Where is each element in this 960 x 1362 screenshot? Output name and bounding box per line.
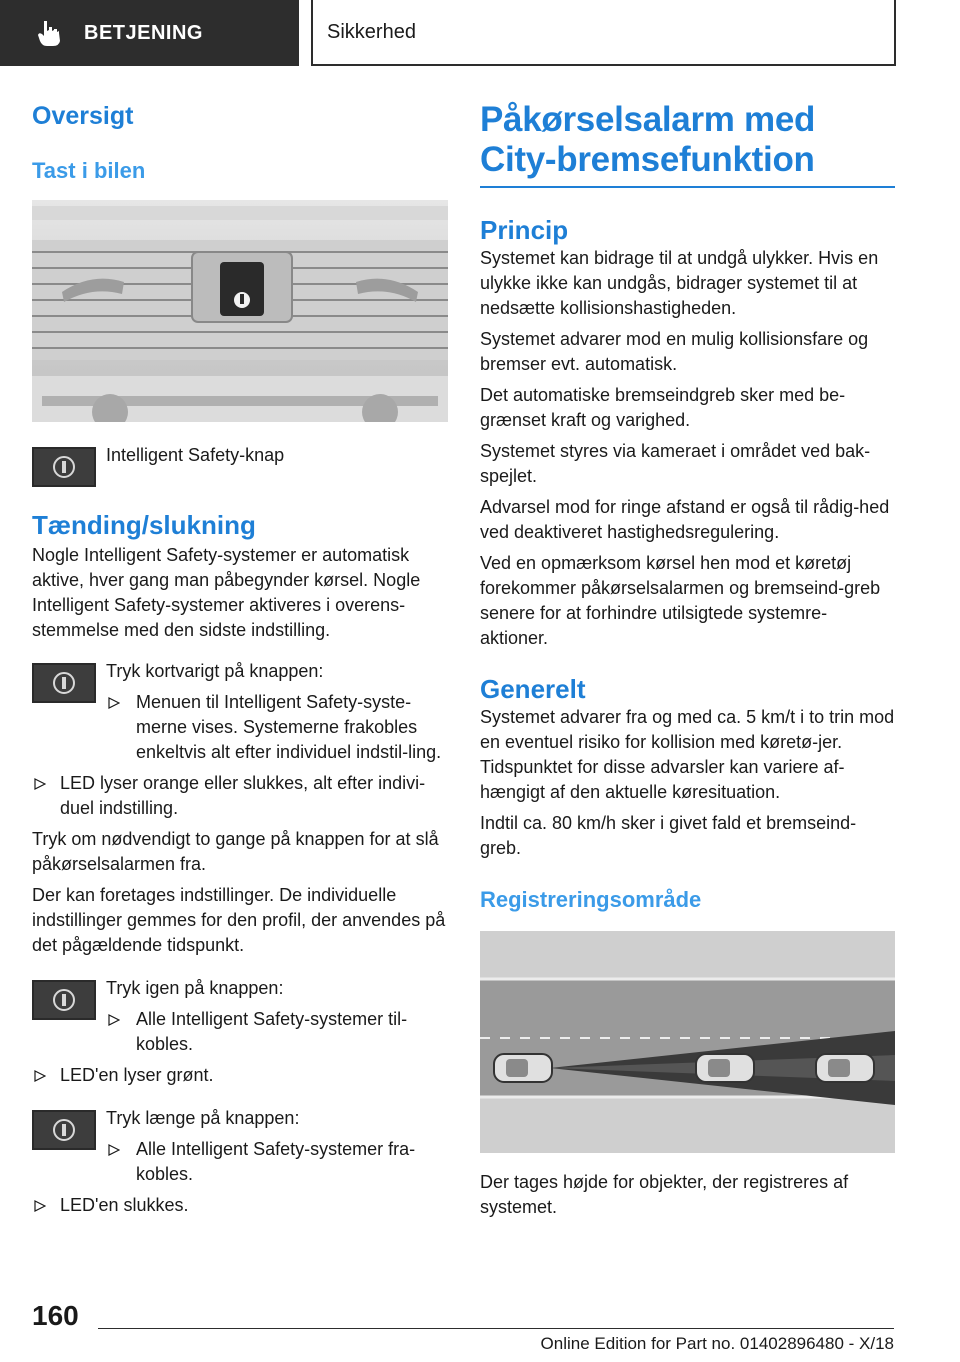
- intelligent-safety-button-icon: [32, 980, 96, 1020]
- car-icon: [696, 1054, 754, 1082]
- long-press-text: Tryk længe på knappen:: [106, 1108, 300, 1128]
- header-topic-tab: [311, 0, 896, 66]
- short-bullet-2: LED lyser orange eller slukkes, alt efter indivi-duel indstilling.: [60, 773, 426, 818]
- topic-title: Sikkerhed: [327, 20, 416, 43]
- principle-paragraph: Advarsel mod for ringe afstand er også til rådig-hed ved deaktiveret hastighedsregulering.: [480, 497, 890, 542]
- list-item: [106, 1137, 448, 1187]
- intelligent-safety-button-icon: [32, 663, 96, 703]
- triangle-bullet-icon: [108, 697, 120, 709]
- header-section-tab: [0, 0, 299, 66]
- dashboard-button-photo: [32, 200, 448, 422]
- page-title: Påkørselsalarm med City-bremsefunktion: [480, 100, 816, 179]
- general-paragraph: Indtil ca. 80 km/h sker i givet fald et bremseind-greb.: [480, 813, 857, 858]
- detection-area-illustration: [480, 931, 895, 1153]
- title-divider: [480, 186, 895, 188]
- edition-footer: Online Edition for Part no. 01402896480 - X/18: [540, 1334, 894, 1353]
- triangle-bullet-icon: [108, 1014, 120, 1026]
- onoff-intro: Nogle Intelligent Safety-systemer er automatisk aktive, hver gang man påbegynder kørsel. Nogle Intelligent Safety-systemer aktiveres i overens-stemmelse med den sidste indstilling.: [32, 545, 421, 640]
- list-item: [106, 690, 448, 765]
- car-icon: [816, 1054, 874, 1082]
- twice-text: Tryk om nødvendigt to gange på knappen for at slå påkørselsalarmen fra.: [32, 829, 439, 874]
- triangle-bullet-icon: [108, 1144, 120, 1156]
- principle-paragraph: Systemet kan bidrage til at undgå ulykker. Hvis en ulykke ikke kan undgås, bidrager systemet til at nedsætte kollisionshastigheden.: [480, 248, 879, 318]
- long-bullet-2: LED'en slukkes.: [60, 1195, 189, 1215]
- hand-icon: [36, 19, 62, 47]
- short-press-row: [32, 659, 448, 765]
- detection-heading: Registreringsområde: [480, 887, 702, 912]
- list-item: [32, 1193, 448, 1218]
- again-press-text: Tryk igen på knappen:: [106, 978, 284, 998]
- principle-paragraph: Systemet styres via kameraet i området ved bak-spejlet.: [480, 441, 871, 486]
- right-column: [480, 100, 895, 1220]
- principle-paragraph: Det automatiske bremseindgreb sker med be-grænset kraft og varighed.: [480, 385, 846, 430]
- triangle-bullet-icon: [34, 1070, 46, 1082]
- detection-caption: Der tages højde for objekter, der registreres af systemet.: [480, 1172, 849, 1217]
- footer-divider: [98, 1328, 894, 1329]
- triangle-bullet-icon: [34, 1200, 46, 1212]
- intelligent-safety-button-icon: [32, 447, 96, 487]
- short-press-text: Tryk kortvarigt på knappen:: [106, 661, 324, 681]
- long-bullet-1: Alle Intelligent Safety-systemer fra-kobles.: [136, 1139, 416, 1184]
- general-heading: Generelt: [480, 674, 586, 704]
- list-item: [32, 1063, 448, 1088]
- icon-caption-row: [32, 443, 448, 487]
- list-item: [106, 1007, 448, 1057]
- settings-text: Der kan foretages indstillinger. De individuelle indstillinger gemmes for den profil, der anvendes på det pågældende tidspunkt.: [32, 885, 446, 955]
- principle-heading: Princip: [480, 215, 569, 245]
- general-paragraph: Systemet advarer fra og med ca. 5 km/t i to trin mod en eventuel risiko for kollision med køretø-jer. Tidspunktet for disse advarsler kan variere af-hængigt af den aktuelle køresituation.: [480, 707, 895, 802]
- principle-paragraph: Ved en opmærksom kørsel hen mod et køretøj forekommer påkørselsalarmen og bremseind-greb senere for at forhindre utilsigtede systemre-aktioner.: [480, 553, 881, 648]
- again-bullet-1: Alle Intelligent Safety-systemer til-kobles.: [136, 1009, 408, 1054]
- section-title: BETJENING: [84, 21, 203, 44]
- intelligent-safety-button-icon: [32, 1110, 96, 1150]
- button-heading: Tast i bilen: [32, 158, 146, 183]
- list-item: [32, 771, 448, 821]
- left-column: [32, 100, 448, 1218]
- page-number: 160: [32, 1300, 79, 1331]
- long-press-row: [32, 1106, 448, 1187]
- onoff-heading: Tænding/slukning: [32, 510, 256, 540]
- principle-paragraph: Systemet advarer mod en mulig kollisionsfare og bremser evt. automatisk.: [480, 329, 869, 374]
- triangle-bullet-icon: [34, 778, 46, 790]
- overview-heading: Oversigt: [32, 102, 134, 130]
- short-bullet-1: Menuen til Intelligent Safety-syste-merne vises. Systemerne frakobles enkeltvis alt efter individuel indstil-ling.: [136, 692, 442, 762]
- own-car-icon: [494, 1054, 552, 1082]
- again-press-row: [32, 976, 448, 1057]
- icon-caption: Intelligent Safety-knap: [106, 445, 285, 465]
- again-bullet-2: LED'en lyser grønt.: [60, 1065, 214, 1085]
